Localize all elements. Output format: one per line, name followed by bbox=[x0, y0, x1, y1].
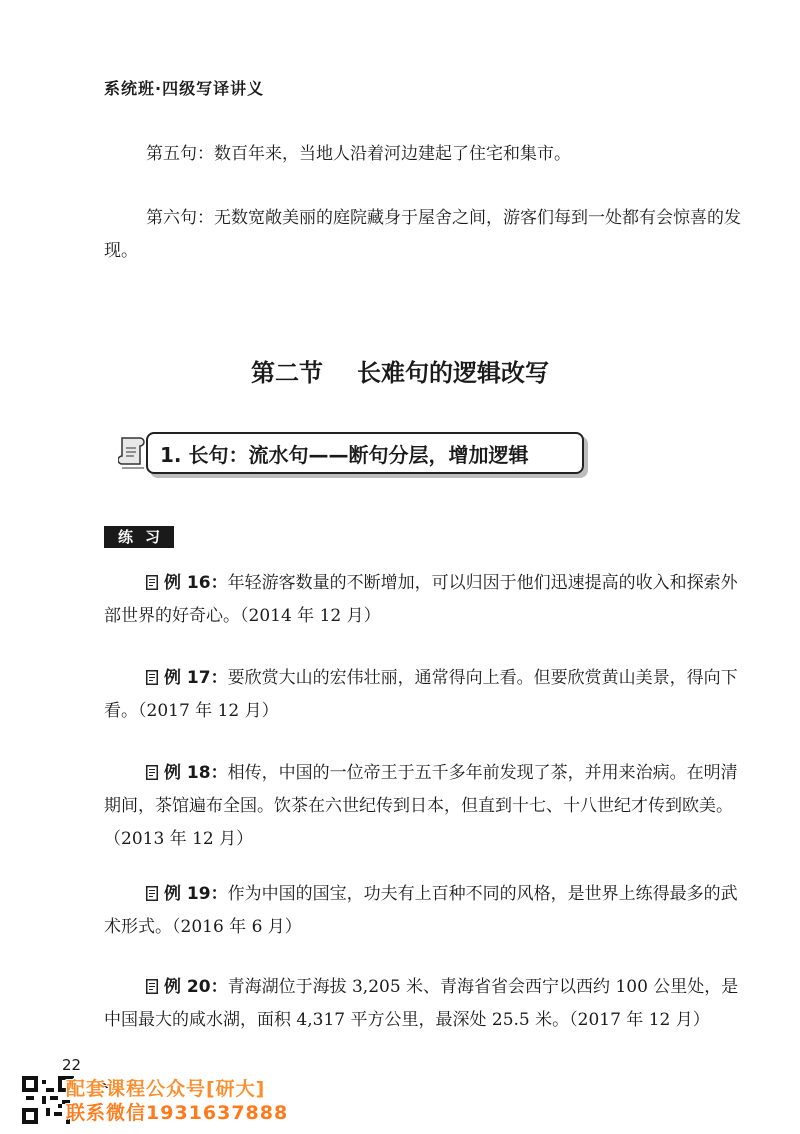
example-label: 例 16： bbox=[164, 573, 228, 593]
section-label: 第二节 bbox=[251, 359, 323, 387]
example-17 bbox=[104, 662, 754, 728]
example-19 bbox=[104, 878, 754, 944]
example-20 bbox=[104, 971, 754, 1037]
watermark-line-1: 配套课程公众号[研大] bbox=[66, 1078, 266, 1100]
example-18 bbox=[104, 757, 754, 856]
example-text: 青海湖位于海拔 3,205 米、青海省省会西宁以西约 100 公里处，是中国最大的咸水湖，面积 4,317 平方公里，最深处 25.5 米。（2017 年 12 月） bbox=[104, 977, 739, 1030]
example-label: 例 20： bbox=[164, 977, 228, 997]
example-text: 作为中国的国宝，功夫有上百种不同的风格，是世界上练得最多的武术形式。（2016 年 6 月） bbox=[104, 884, 738, 937]
example-label: 例 19： bbox=[164, 884, 228, 904]
sentence-5: 第五句：数百年来，当地人沿着河边建起了住宅和集市。 bbox=[146, 144, 571, 164]
document-icon bbox=[146, 765, 158, 780]
document-icon bbox=[146, 670, 158, 685]
practice-label: 练习 bbox=[104, 526, 174, 548]
document-icon bbox=[146, 979, 158, 994]
example-text: 要欣赏大山的宏伟壮丽，通常得向上看。但要欣赏黄山美景，得向下看。（2017 年 12 月） bbox=[104, 668, 738, 721]
example-text: 相传，中国的一位帝王于五千多年前发现了茶，并用来治病。在明清期间，茶馆遍布全国。饮茶在六世纪传到日本，但直到十七、十八世纪才传到欧美。（2013 年 12 月） bbox=[104, 763, 738, 849]
example-16 bbox=[104, 567, 754, 633]
document-icon bbox=[146, 575, 158, 590]
watermark-line-2: 联系微信1931637888 bbox=[66, 1102, 289, 1124]
page-number: 22 bbox=[62, 1056, 82, 1074]
sentence-6: 第六句：无数宽敞美丽的庭院藏身于屋舍之间，游客们每到一处都有会惊喜的发现。 bbox=[104, 208, 741, 261]
section-name: 长难句的逻辑改写 bbox=[357, 359, 549, 387]
example-label: 例 17： bbox=[164, 668, 228, 688]
document-icon bbox=[146, 886, 158, 901]
subheading: 1. 长句：流水句——断句分层，增加逻辑 bbox=[160, 443, 529, 467]
section-title bbox=[0, 353, 800, 388]
example-label: 例 18： bbox=[164, 763, 228, 783]
example-text: 年轻游客数量的不断增加，可以归因于他们迅速提高的收入和探索外部世界的好奇心。（2014 年 12 月） bbox=[104, 573, 738, 626]
running-header: 系统班·四级写译讲义 bbox=[104, 79, 265, 98]
scroll-icon bbox=[118, 432, 148, 472]
